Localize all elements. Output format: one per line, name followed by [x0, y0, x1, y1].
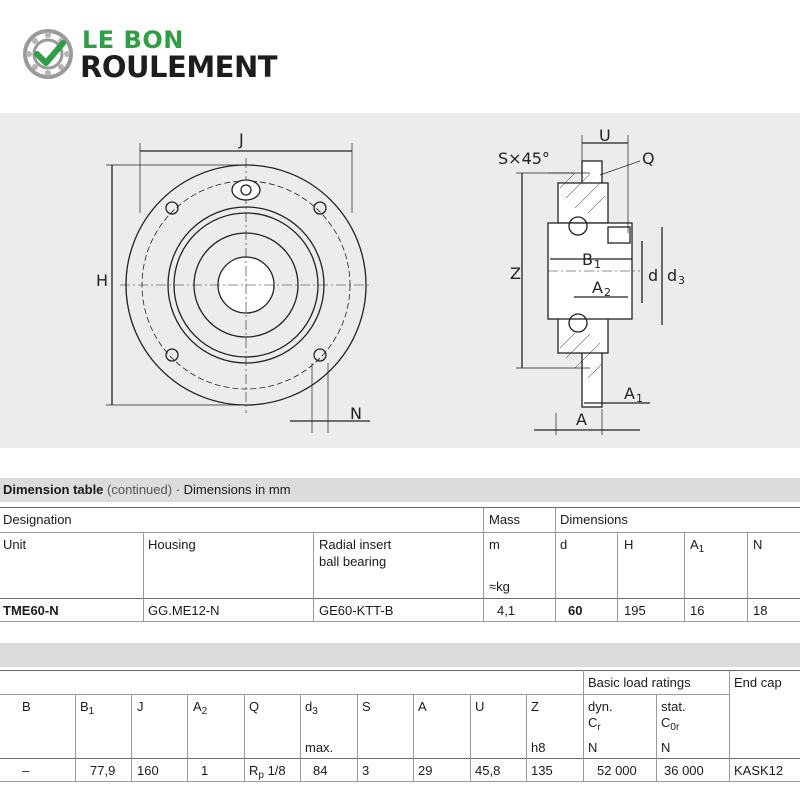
t1-mass-unit: ≈kg: [489, 579, 510, 594]
t2-row-end-cap: KASK12: [734, 763, 784, 778]
t1-row-insert: GE60-KTT-B: [319, 603, 394, 618]
t1-insert-1: Radial insert: [319, 537, 392, 552]
t2-row-Z: 135: [531, 763, 553, 778]
t1-H: H: [624, 537, 634, 552]
t2-B1: $B_1$: [80, 699, 95, 717]
t2-A: A: [418, 699, 427, 714]
label-A: A: [576, 410, 587, 429]
t1-row-A1: 16: [690, 603, 705, 618]
t2-dyn-unit: N: [588, 740, 598, 755]
t2-end-cap: End cap: [734, 675, 782, 690]
t1-row-unit: TME60-N: [3, 603, 59, 618]
t2-J: J: [137, 699, 144, 714]
t1-d: d: [560, 537, 568, 552]
table1-caption: [3, 482, 291, 497]
t2-row-Q: $R_p$ 1/8: [249, 763, 286, 781]
t2-basic-load: Basic load ratings: [588, 675, 691, 690]
t2-row-A: 29: [418, 763, 433, 778]
t1-top-rule: [0, 507, 800, 508]
t2-stat-unit: N: [661, 740, 671, 755]
bearing-checkmark-icon: [22, 28, 74, 80]
t1-row-housing: GG.ME12-N: [148, 603, 220, 618]
caption-bold: Dimension table: [3, 482, 104, 497]
brand-logo: [22, 26, 312, 86]
t1-row-H: 195: [624, 603, 646, 618]
label-N: N: [350, 404, 362, 423]
t1-insert-2: ball bearing: [319, 554, 387, 569]
caption-rest: · Dimensions in mm: [172, 482, 291, 497]
label-d: d: [648, 266, 659, 285]
t2-S: S: [362, 699, 371, 714]
t1-rule-4: [0, 621, 800, 622]
t1-unit: Unit: [3, 537, 27, 552]
t2-row-C0r: 36 000: [664, 763, 704, 778]
label-A1-sub: 1: [636, 392, 643, 405]
label-d3-sub: 3: [678, 274, 685, 287]
t1-mass-sym: m: [489, 537, 500, 552]
t1-row-N: 18: [753, 603, 768, 618]
t2-row-d3: 84: [313, 763, 328, 778]
t1-A1: $A_1$: [690, 537, 705, 555]
t2-stat: stat.: [661, 699, 686, 714]
label-A1: A: [624, 384, 635, 403]
t2-A2: $A_2$: [193, 699, 208, 717]
brand-line-2: ROULEMENT: [80, 50, 278, 84]
t1-rule-2: [0, 532, 800, 533]
t2-Z-tol: h8: [531, 740, 546, 755]
label-H: H: [96, 271, 109, 290]
t2-Cr: $C_r$: [588, 715, 601, 733]
table2-bar: [0, 643, 800, 667]
label-S45: S×45°: [498, 149, 550, 168]
label-Q: Q: [642, 149, 655, 168]
t2-row-Cr: 52 000: [597, 763, 637, 778]
drawing-svg: [0, 113, 800, 448]
t2-d3-max: max.: [305, 740, 334, 755]
t1-mass: Mass: [489, 512, 521, 527]
t2-B: B: [22, 699, 31, 714]
label-B1: B: [582, 250, 593, 269]
t2-C0r: $C_{0r}$: [661, 715, 680, 733]
t2-dyn: dyn.: [588, 699, 613, 714]
t1-row-d: 60: [568, 603, 583, 618]
t2-row-S: 3: [362, 763, 370, 778]
label-A2-sub: 2: [604, 286, 611, 299]
t1-rule-3: [0, 598, 800, 599]
brand-line-1: LE BON: [82, 26, 184, 54]
label-Z: Z: [510, 264, 521, 283]
label-A2: A: [592, 278, 603, 297]
label-B1-sub: 1: [594, 258, 601, 271]
label-J: J: [239, 130, 244, 149]
t2-row-A2: 1: [201, 763, 209, 778]
t2-row-J: 160: [137, 763, 159, 778]
t2-U: U: [475, 699, 485, 714]
t1-housing: Housing: [148, 537, 196, 552]
t2-Z: Z: [531, 699, 539, 714]
t2-Q: Q: [249, 699, 260, 714]
label-U: U: [599, 126, 611, 145]
t2-row-B: –: [22, 763, 30, 778]
t1-designation: Designation: [3, 512, 72, 527]
t2-row-U: 45,8: [475, 763, 501, 778]
caption-light: (continued): [103, 482, 173, 497]
technical-drawing: [0, 113, 800, 448]
t2-d3: $d_3$: [305, 699, 318, 717]
t1-row-mass: 4,1: [497, 603, 516, 618]
t2-row-B1: 77,9: [90, 763, 116, 778]
t1-N: N: [753, 537, 763, 552]
t1-dimensions: Dimensions: [560, 512, 628, 527]
label-d3: d: [667, 266, 678, 285]
